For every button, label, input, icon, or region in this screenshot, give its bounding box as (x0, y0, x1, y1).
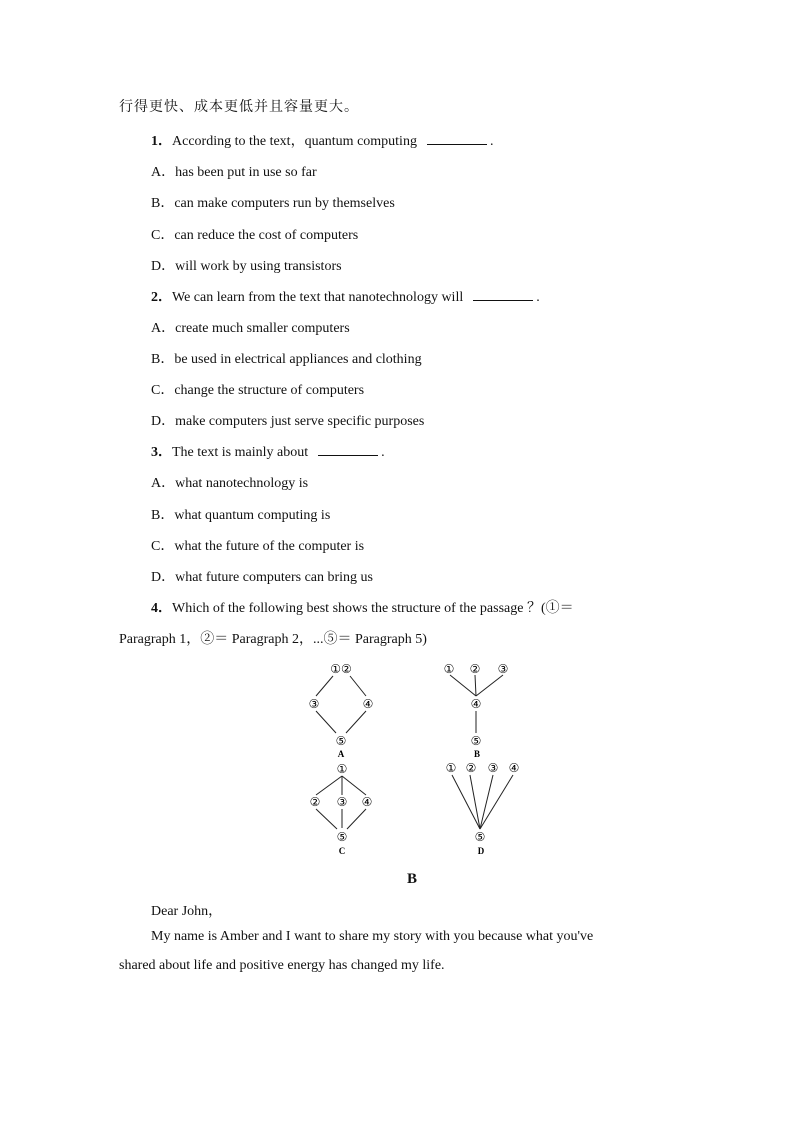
option-3c: C．what the future of the computer is (151, 539, 365, 554)
diagram-c-label: C (338, 846, 346, 856)
diagram-d-node-3: ③ (487, 761, 499, 775)
question-stem: The text is mainly about (172, 445, 309, 460)
diagram-b-node-4: ④ (470, 697, 482, 711)
option-3d: D．what future computers can bring us (151, 570, 373, 585)
option-1a: A．has been put in use so far (151, 165, 317, 180)
question-end: . (536, 290, 540, 305)
option-2a: A．create much smaller computers (151, 321, 350, 336)
diagram-d-node-2: ② (465, 761, 477, 775)
diagram-c-node-3: ③ (336, 795, 348, 809)
diagram-d-label: D (477, 846, 485, 856)
question-stem: We can learn from the text that nanotechnology will (172, 290, 464, 305)
diagram-a-node-12: ①② (330, 662, 352, 676)
structure-diagrams (300, 656, 540, 862)
answer-blank (427, 130, 487, 145)
question-number: 3． (151, 445, 172, 460)
question-3 (151, 441, 385, 461)
question-stem: According to the text，quantum computing (172, 134, 417, 149)
question-4 (151, 597, 574, 617)
option-1c: C．can reduce the cost of computers (151, 228, 359, 243)
section-heading: B (407, 871, 418, 887)
option-2d: D．make computers just serve specific purposes (151, 414, 425, 429)
question-stem: Which of the following best shows the structure of the passage ？(①＝ (172, 601, 574, 616)
intro-line: 行得更快、成本更低并且容量更大。 (119, 100, 359, 115)
option-1d: D．will work by using transistors (151, 259, 342, 274)
diagram-c-node-2: ② (309, 795, 321, 809)
question-4-continued: Paragraph 1，②＝ Paragraph 2，...⑤＝ Paragraph 5) (119, 632, 427, 647)
option-2b: B．be used in electrical appliances and clothing (151, 352, 422, 367)
diagram-b-node-1: ① (443, 662, 455, 676)
letter-line-1: My name is Amber and I want to share my story with you because what you've (151, 929, 594, 944)
question-number: 2． (151, 290, 172, 305)
diagram-a-node-3: ③ (308, 697, 320, 711)
question-number: 1． (151, 134, 172, 149)
option-3b: B．what quantum computing is (151, 508, 331, 523)
letter-line-2: shared about life and positive energy has changed my life. (119, 958, 445, 973)
option-1b: B．can make computers run by themselves (151, 196, 395, 211)
diagram-a-node-4: ④ (362, 697, 374, 711)
diagram-b-node-2: ② (469, 662, 481, 676)
question-number: 4． (151, 601, 172, 616)
diagram-d-node-1: ① (445, 761, 457, 775)
question-end: . (489, 134, 494, 149)
option-3a: A．what nanotechnology is (151, 476, 309, 491)
diagram-a-node-5: ⑤ (335, 734, 347, 748)
diagram-b-label: B (473, 749, 481, 759)
diagram-c-node-4: ④ (361, 795, 373, 809)
diagram-b-node-3: ③ (497, 662, 509, 676)
diagram-c-node-5: ⑤ (336, 830, 348, 844)
option-2c: C．change the structure of computers (151, 383, 365, 398)
diagram-d-node-4: ④ (508, 761, 520, 775)
question-end: . (381, 445, 385, 460)
diagram-d-node-5: ⑤ (474, 830, 486, 844)
answer-blank (318, 441, 378, 456)
letter-salutation: Dear John， (151, 904, 223, 919)
diagram-b-node-5: ⑤ (470, 734, 482, 748)
answer-blank (473, 286, 533, 301)
diagram-c-node-1: ① (336, 762, 348, 776)
question-2 (151, 286, 540, 306)
diagram-a-label: A (337, 749, 345, 759)
question-1 (151, 130, 493, 150)
